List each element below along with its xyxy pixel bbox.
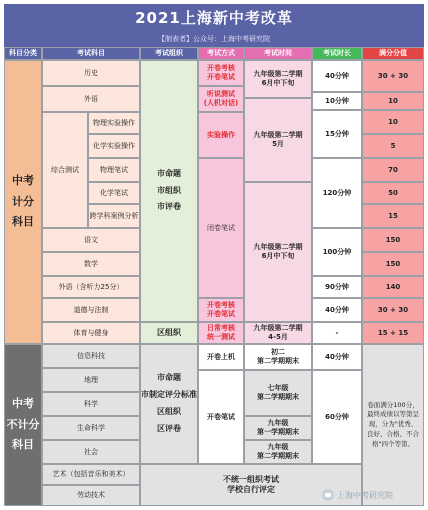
form-unscored-city: 市命题 市制定评分标准 区组织 区评卷 xyxy=(140,344,198,464)
score-chinese: 150 xyxy=(362,228,424,252)
score-note: 卷面满分100分，最终成绩以等第呈现，分为"优秀、良好、合格、不合格"四个等第。 xyxy=(362,344,424,506)
page-subtitle: 【制表者】公众号：上海中考研究院 xyxy=(4,32,424,47)
method-pe: 日常考核 统一测试 xyxy=(198,322,244,344)
subject-foreign-written: 外语（含听力25分） xyxy=(42,276,140,298)
duration-morality: 40分钟 xyxy=(312,298,362,322)
subject-chemistry-written: 化学笔试 xyxy=(88,182,140,204)
watermark-text: 上海中考研究院 xyxy=(337,490,393,500)
subject-morality-law: 道德与法制 xyxy=(42,298,140,322)
score-foreign: 140 xyxy=(362,276,424,298)
subject-pe-health: 体育与健身 xyxy=(42,322,140,344)
time-it: 初二 第二学期期末 xyxy=(244,344,312,370)
duration-integrated: 120分钟 xyxy=(312,158,362,228)
subject-interdisciplinary: 跨学科案例分析 xyxy=(88,204,140,228)
page-title: 2021上海新中考改革 xyxy=(4,4,424,32)
subject-geography: 地理 xyxy=(42,368,140,392)
subject-chemistry-experiment: 化学实验操作 xyxy=(88,134,140,158)
score-chemistry-experiment: 5 xyxy=(362,134,424,158)
time-society: 九年级 第二学期期末 xyxy=(244,440,312,464)
form-city: 市命题 市组织 市评卷 xyxy=(140,60,198,322)
method-listening: 听说测试 (人机对话) xyxy=(198,86,244,112)
duration-pe: - xyxy=(312,322,362,344)
form-district: 区组织 xyxy=(140,322,198,344)
category-unscored: 中考 不计分 科目 xyxy=(4,344,42,506)
duration-history: 40分钟 xyxy=(312,60,362,92)
header-score: 满分分值 xyxy=(362,47,424,60)
duration-it: 40分钟 xyxy=(312,344,362,370)
score-history: 30 + 30 xyxy=(362,60,424,92)
method-it: 开卷上机 xyxy=(198,344,244,370)
subject-life-science: 生命科学 xyxy=(42,416,140,440)
score-math: 150 xyxy=(362,252,424,276)
score-physics-experiment: 10 xyxy=(362,110,424,134)
header-subject: 考试科目 xyxy=(42,47,140,60)
header-time: 考试时间 xyxy=(244,47,312,60)
subject-physics-experiment: 物理实验操作 xyxy=(88,112,140,134)
duration-foreign: 90分钟 xyxy=(312,276,362,298)
time-geography: 七年级 第二学期期末 xyxy=(244,370,312,416)
method-unscored-written: 开卷笔试 xyxy=(198,370,244,464)
duration-unscored: 60分钟 xyxy=(312,370,362,464)
duration-chinese-math: 100分钟 xyxy=(312,228,362,276)
time-may: 九年级第二学期 5月 xyxy=(244,98,312,182)
watermark xyxy=(322,486,422,504)
subject-foreign-language: 外语 xyxy=(42,86,140,112)
time-pe: 九年级第二学期 4-5月 xyxy=(244,322,312,344)
score-chemistry-written: 50 xyxy=(362,182,424,204)
method-closed-written: 闭卷笔试 xyxy=(198,158,244,298)
score-physics-written: 70 xyxy=(362,158,424,182)
subject-labor: 劳动技术 xyxy=(42,485,140,506)
time-history: 九年级第二学期 6月中下旬 xyxy=(244,60,312,98)
header-method: 考试方式 xyxy=(198,47,244,60)
score-morality: 30 + 30 xyxy=(362,298,424,322)
subject-physics-written: 物理笔试 xyxy=(88,158,140,182)
time-june: 九年级第二学期 6月中下旬 xyxy=(244,182,312,322)
duration-experiment: 15分钟 xyxy=(312,110,362,158)
wechat-icon xyxy=(322,489,334,501)
method-history: 开卷考核 开卷笔试 xyxy=(198,60,244,86)
subject-chinese: 语文 xyxy=(42,228,140,252)
form-unscored-school: 不统一组织考试 学校自行评定 xyxy=(140,464,362,506)
duration-listening: 10分钟 xyxy=(312,92,362,110)
subject-math: 数学 xyxy=(42,252,140,276)
subject-society: 社会 xyxy=(42,440,140,464)
time-life-science: 九年级 第一学期期末 xyxy=(244,416,312,440)
subject-it: 信息科技 xyxy=(42,344,140,368)
header-duration: 考试时长 xyxy=(312,47,362,60)
subject-arts: 艺术（包括音乐和美术） xyxy=(42,464,140,485)
subject-integrated: 综合测试 xyxy=(42,112,88,228)
header-form: 考试组织 xyxy=(140,47,198,60)
subject-history: 历史 xyxy=(42,60,140,86)
method-experiment: 实验操作 xyxy=(198,112,244,158)
score-pe: 15 + 15 xyxy=(362,322,424,344)
header-category: 科目分类 xyxy=(4,47,42,60)
score-interdisciplinary: 15 xyxy=(362,204,424,228)
score-listening: 10 xyxy=(362,92,424,110)
subject-science: 科学 xyxy=(42,392,140,416)
category-scored: 中考 计分 科目 xyxy=(4,60,42,344)
score-table xyxy=(4,4,424,506)
method-morality: 开卷考核 开卷笔试 xyxy=(198,298,244,322)
